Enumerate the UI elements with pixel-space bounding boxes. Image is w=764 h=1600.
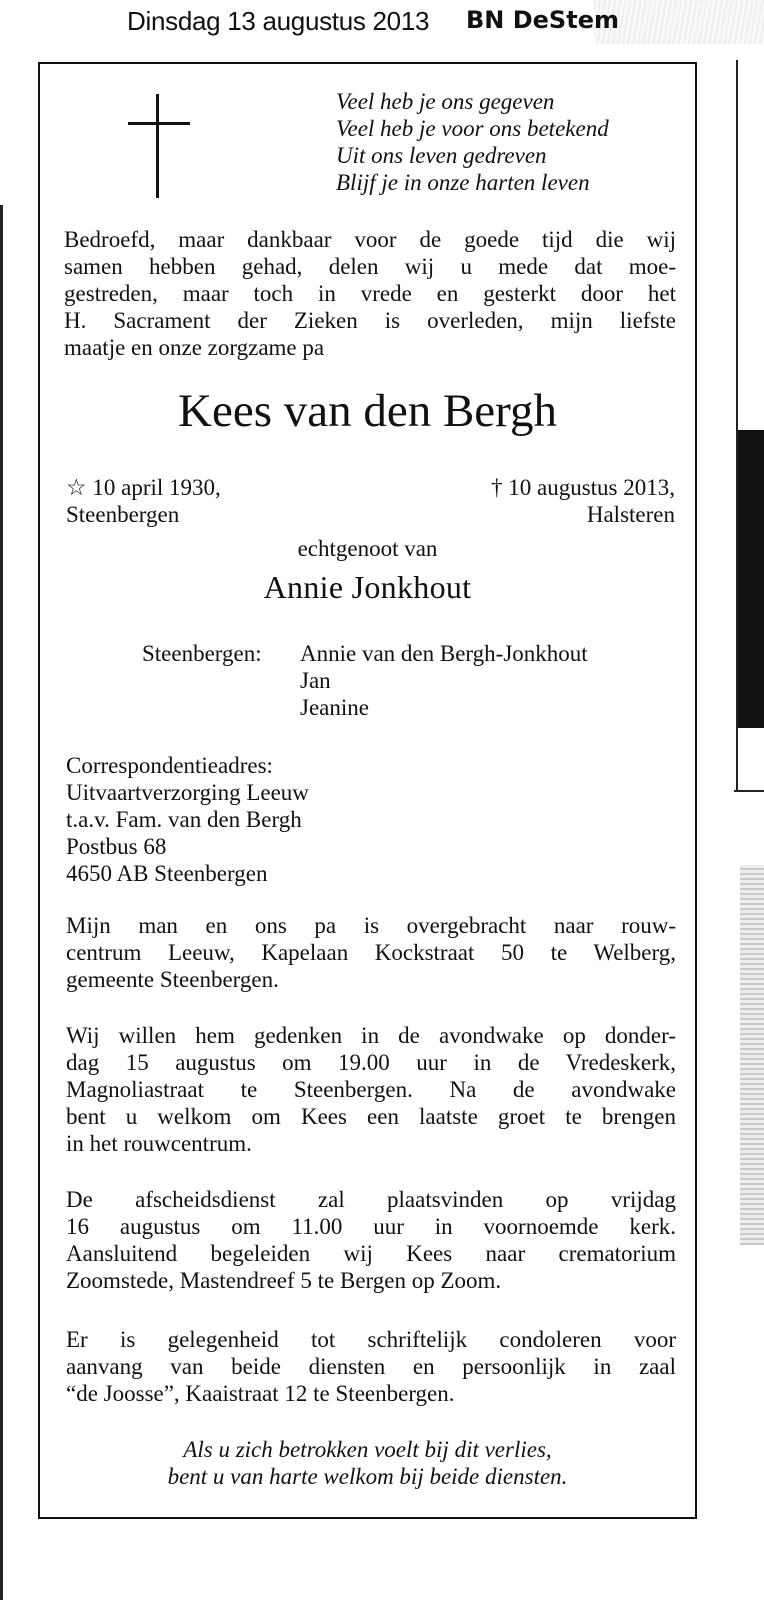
closing-line: Als u zich betrokken voelt bij dit verlies, bbox=[183, 1437, 552, 1462]
paragraph-afscheidsdienst bbox=[66, 1186, 676, 1294]
paragraph-line: “de Joosse”, Kaaistraat 12 te Steenbergen. bbox=[66, 1381, 455, 1406]
cross-icon bbox=[128, 94, 190, 198]
paragraph-line: De afscheidsdienst zal plaatsvinden op vrijdag bbox=[66, 1187, 676, 1212]
paragraph-line: Magnoliastraat te Steenbergen. Na de avondwake bbox=[66, 1077, 676, 1102]
address-line: t.a.v. Fam. van den Bergh bbox=[66, 807, 302, 832]
poem-line: Uit ons leven gedreven bbox=[336, 143, 547, 168]
paragraph-line: in het rouwcentrum. bbox=[66, 1131, 252, 1156]
closing-line: bent u van harte welkom bij beide diensten. bbox=[167, 1464, 568, 1489]
paragraph-avondwake bbox=[66, 1022, 676, 1157]
birth-date: ☆ 10 april 1930, bbox=[66, 475, 221, 500]
paragraph-line: gemeente Steenbergen. bbox=[66, 967, 279, 992]
announcement-line: Bedroefd, maar dankbaar voor de goede tijd die wij bbox=[64, 227, 676, 252]
deceased-name: Kees van den Bergh bbox=[178, 385, 557, 437]
poem bbox=[336, 88, 609, 196]
adjacent-ad-black-block bbox=[738, 430, 764, 728]
family-member: Jeanine bbox=[300, 695, 369, 720]
paragraph-line: Aansluitend begeleiden wij Kees naar crematorium bbox=[66, 1241, 676, 1266]
poem-line: Veel heb je ons gegeven bbox=[336, 89, 555, 114]
birth-info bbox=[66, 474, 221, 528]
paragraph-line: aanvang van beide diensten en persoonlijk in zaal bbox=[66, 1354, 676, 1379]
announcement-line: H. Sacrament der Zieken is overleden, mijn liefste bbox=[64, 308, 676, 333]
correspondence-address bbox=[66, 752, 309, 887]
adjacent-ad-bottom-rule bbox=[734, 790, 764, 792]
death-date: † 10 augustus 2013, bbox=[491, 475, 675, 500]
paragraph-line: Zoomstede, Mastendreef 5 te Bergen op Zoom. bbox=[66, 1268, 502, 1293]
spouse-name: Annie Jonkhout bbox=[263, 569, 472, 605]
paragraph-line: 16 augustus om 11.00 uur in voornoemde kerk. bbox=[66, 1214, 676, 1239]
family-member: Annie van den Bergh-Jonkhout bbox=[300, 641, 588, 666]
spouse-label: echtgenoot van bbox=[297, 536, 438, 561]
family-place: Steenbergen: bbox=[142, 641, 262, 666]
family-member: Jan bbox=[300, 668, 331, 693]
paragraph-line: Mijn man en ons pa is overgebracht naar rouw- bbox=[66, 913, 676, 938]
newspaper-name: BN DeStem bbox=[466, 6, 619, 34]
issue-date: Dinsdag 13 augustus 2013 bbox=[127, 6, 430, 36]
paragraph-rouwcentrum bbox=[66, 912, 676, 993]
announcement-line: samen hebben gehad, delen wij u mede dat moe- bbox=[64, 254, 676, 279]
paragraph-line: Wij willen hem gedenken in de avondwake op donder- bbox=[66, 1023, 676, 1048]
adjacent-column-rule bbox=[0, 205, 3, 1600]
address-line: Correspondentieadres: bbox=[66, 753, 273, 778]
death-place: Halsteren bbox=[586, 502, 675, 527]
announcement-line: gestreden, maar toch in vrede en gesterkt door het bbox=[64, 281, 676, 306]
closing-text bbox=[40, 1436, 695, 1490]
birth-place: Steenbergen bbox=[66, 502, 180, 527]
paragraph-line: Er is gelegenheid tot schriftelijk condoleren voor bbox=[66, 1327, 676, 1352]
announcement-text bbox=[64, 226, 676, 361]
obituary-notice bbox=[38, 62, 697, 1519]
poem-line: Veel heb je voor ons betekend bbox=[336, 116, 609, 141]
address-line: 4650 AB Steenbergen bbox=[66, 861, 268, 886]
address-line: Uitvaartverzorging Leeuw bbox=[66, 780, 309, 805]
paragraph-line: centrum Leeuw, Kapelaan Kockstraat 50 te Welberg, bbox=[66, 940, 676, 965]
paper-grain bbox=[594, 0, 764, 44]
paragraph-line: bent u welkom om Kees een laatste groet te brengen bbox=[66, 1104, 676, 1129]
paragraph-line: dag 15 augustus om 19.00 uur in de Vredeskerk, bbox=[66, 1050, 676, 1075]
newspaper-masthead bbox=[0, 0, 764, 48]
death-info bbox=[491, 474, 675, 528]
poem-line: Blijf je in onze harten leven bbox=[336, 170, 590, 195]
announcement-line: maatje en onze zorgzame pa bbox=[64, 335, 325, 360]
paragraph-condoleren bbox=[66, 1326, 676, 1407]
address-line: Postbus 68 bbox=[66, 834, 167, 859]
adjacent-ad-halftone bbox=[740, 865, 764, 1245]
